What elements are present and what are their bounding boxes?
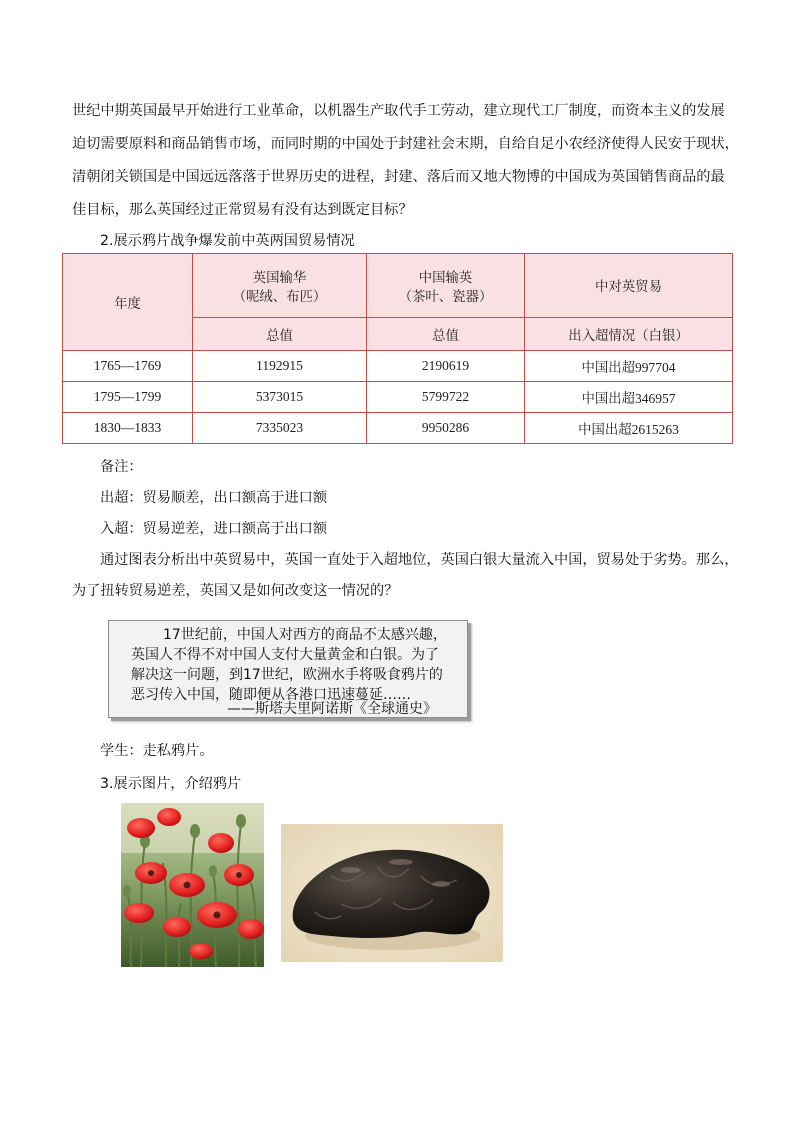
uk-value-cell: 1192915 xyxy=(193,351,367,382)
uk-total-header: 总值 xyxy=(193,318,367,351)
uk-value-cell: 7335023 xyxy=(193,413,367,444)
intro-line-3: 清朝闭关锁国是中国远远落落于世界历史的进程，封建、落后而又地大物博的中国成为英国销售商品的最 xyxy=(72,169,725,185)
quote-line-1: 17世纪前，中国人对西方的商品不太感兴趣， xyxy=(163,627,447,643)
balance-value: 346957 xyxy=(635,390,676,406)
note-export-surplus: 出超：贸易顺差，出口额高于进口额 xyxy=(100,490,328,506)
year-header: 年度 xyxy=(63,254,193,351)
analysis-line-2: 为了扭转贸易逆差，英国又是如何改变这一情况的？ xyxy=(72,583,399,599)
uk-export-header xyxy=(193,254,367,318)
year-cell: 1830—1833 xyxy=(63,413,193,444)
intro-line-4: 佳目标，那么英国经过正常贸易有没有达到既定目标？ xyxy=(72,202,413,218)
trade-balance-header: 中对英贸易 xyxy=(525,254,733,318)
history-quote-box xyxy=(108,620,468,718)
balance-label: 中国出超 xyxy=(581,360,636,376)
balance-value: 997704 xyxy=(635,359,676,375)
uk-value-cell: 5373015 xyxy=(193,382,367,413)
balance-status-header: 出入超情况（白银） xyxy=(525,318,733,351)
poppy-flowers-photo xyxy=(121,803,264,967)
analysis-line-1: 通过图表分析出中英贸易中，英国一直处于入超地位，英国白银大量流入中国，贸易处于劣势。那么， xyxy=(100,552,739,568)
balance-value: 2615263 xyxy=(631,421,679,437)
uk-export-goods: （呢绒、布匹） xyxy=(232,289,327,305)
table-header-row xyxy=(63,254,733,318)
table-row xyxy=(63,382,733,413)
cn-value-cell: 9950286 xyxy=(367,413,525,444)
intro-line-1: 世纪中期英国最早开始进行工业革命，以机器生产取代手工劳动，建立现代工厂制度，而资本主义的发展 xyxy=(72,103,725,119)
cn-total-header: 总值 xyxy=(367,318,525,351)
balance-cell xyxy=(525,413,733,444)
cn-value-cell: 2190619 xyxy=(367,351,525,382)
intro-line-2: 迫切需要原料和商品销售市场，而同时期的中国处于封建社会末期，自给自足小农经济使得人民安于现状， xyxy=(72,136,739,152)
trade-table xyxy=(62,253,733,444)
quote-line-3: 解决这一问题，到17世纪，欧洲水手将吸食鸦片的 xyxy=(131,667,443,683)
note-import-surplus: 入超：贸易逆差，进口额高于出口额 xyxy=(100,521,328,537)
quote-line-2: 英国人不得不对中国人支付大量黄金和白银。为了 xyxy=(131,647,439,663)
cn-export-title: 中国输英 xyxy=(418,270,473,286)
balance-label: 中国出超 xyxy=(581,391,636,407)
year-cell: 1795—1799 xyxy=(63,382,193,413)
section-2-heading: 2.展示鸦片战争爆发前中英两国贸易情况 xyxy=(100,233,355,249)
cn-export-header xyxy=(367,254,525,318)
uk-export-title: 英国输华 xyxy=(252,270,307,286)
table-row xyxy=(63,351,733,382)
balance-label: 中国出超 xyxy=(578,422,632,438)
cn-value-cell: 5799722 xyxy=(367,382,525,413)
raw-opium-photo xyxy=(281,824,503,962)
quote-line-4: 恶习传入中国，随即便从各港口迅速蔓延…… xyxy=(131,687,411,703)
year-cell: 1765—1769 xyxy=(63,351,193,382)
table-row xyxy=(63,413,733,444)
student-answer: 学生：走私鸦片。 xyxy=(100,743,214,759)
balance-cell xyxy=(525,351,733,382)
cn-export-goods: （茶叶、瓷器） xyxy=(398,289,493,305)
balance-cell xyxy=(525,382,733,413)
section-3-heading: 3.展示图片，介绍鸦片 xyxy=(100,776,242,792)
note-label: 备注： xyxy=(100,459,143,475)
quote-source: ——斯塔夫里阿诺斯《全球通史》 xyxy=(227,701,437,717)
